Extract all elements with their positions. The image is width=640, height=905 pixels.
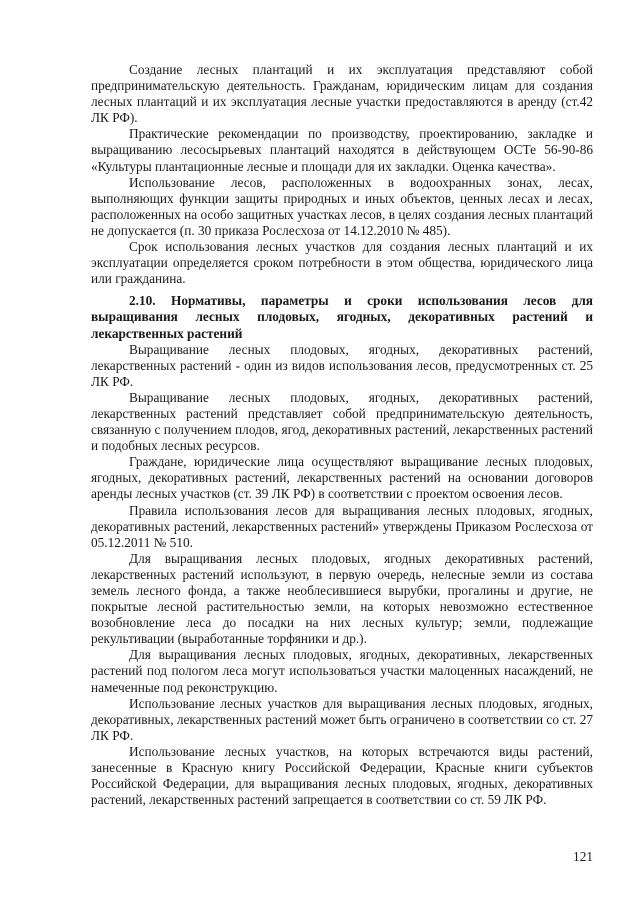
paragraph-entrepreneurial-activity: Выращивание лесных плодовых, ягодных, декоративных растений, лекарственных растений представляет собой предпринимательскую деятельность, связанную с получением плодов, ягод, декоративных растений, лекарственных растений и подобных лесных ресурсов. <box>91 389 593 454</box>
paragraph-under-canopy: Для выращивания лесных плодовых, ягодных, декоративных, лекарственных растений под пологом леса могут использоваться участки малоценных насаждений, не намеченные под реконструкцию. <box>91 647 593 695</box>
page-number: 121 <box>573 849 593 864</box>
paragraph-usage-term: Срок использования лесных участков для создания лесных плантаций и их эксплуатации определяется сроком потребности в этом общества, юридического лица или гражданина. <box>91 239 593 287</box>
paragraph-land-priority: Для выращивания лесных плодовых, ягодных декоративных растений, лекарственных растений используют, в первую очередь, нелесные земли из состава земель лесного фонда, а также необлесившиеся вырубки, прогалины и другие, не покрытые лесной растительностью земли, на которых невозможно естественное возобновление леса до посадки на них лесных культур; земли, подлежащие рекультивации (выработанные торфяники и др.). <box>91 550 593 647</box>
paragraph-lease-basis: Граждане, юридические лица осуществляют выращивание лесных плодовых, ягодных, декоративных растений, лекарственных растений на основании договоров аренды лесных участков (ст. 39 ЛК РФ) в соответствии с проектом освоения лесов. <box>91 454 593 502</box>
section-heading: 2.10. Нормативы, параметры и сроки использования лесов для выращивания лесных плодовых, ягодных, декоративных растений и лекарственных растений <box>91 293 593 341</box>
paragraph-protected-forests: Использование лесов, расположенных в водоохранных зонах, лесах, выполняющих функции защиты природных и иных объектов, ценных лесах и лесах, расположенных на особо защитных участках лесов, в целях создания лесных плантаций не допускается (п. 30 приказа Рослесхоза от 14.12.2010 № 485). <box>91 174 593 238</box>
paragraph-cultivation-definition: Выращивание лесных плодовых, ягодных, декоративных растений, лекарственных растений - один из видов использования лесов, предусмотренных ст. 25 ЛК РФ. <box>91 341 593 389</box>
paragraph-practical-recommendations: Практические рекомендации по производству, проектированию, закладке и выращиванию лесосырьевых плантаций находятся в действующем ОСТе 56-90-86 «Культуры плантационные лесные и площади для их закладки. Оценка качества». <box>91 126 593 174</box>
paragraph-forest-plantations: Создание лесных плантаций и их эксплуатация представляют собой предпринимательскую деятельность. Гражданам, юридическим лицам для создания лесных плантаций и их эксплуатация лесные участки предоставляются в аренду (ст.42 ЛК РФ). <box>91 62 593 126</box>
paragraph-red-book-prohibition: Использование лесных участков, на которых встречаются виды растений, занесенные в Красную книгу Российской Федерации, Красные книги субъектов Российской Федерации, для выращивания лесных плодовых, ягодных, декоративных растений, лекарственных растений запрещается в соответствии со ст. 59 ЛК РФ. <box>91 743 593 808</box>
page-body <box>91 62 593 808</box>
paragraph-rules-order: Правила использования лесов для выращивания лесных плодовых, ягодных, декоративных растений, лекарственных растений» утверждены Приказом Рослесхоза от 05.12.2011 № 510. <box>91 502 593 550</box>
paragraph-usage-limits: Использование лесных участков для выращивания лесных плодовых, ягодных, декоративных, лекарственных растений может быть ограничено в соответствии со ст. 27 ЛК РФ. <box>91 695 593 743</box>
